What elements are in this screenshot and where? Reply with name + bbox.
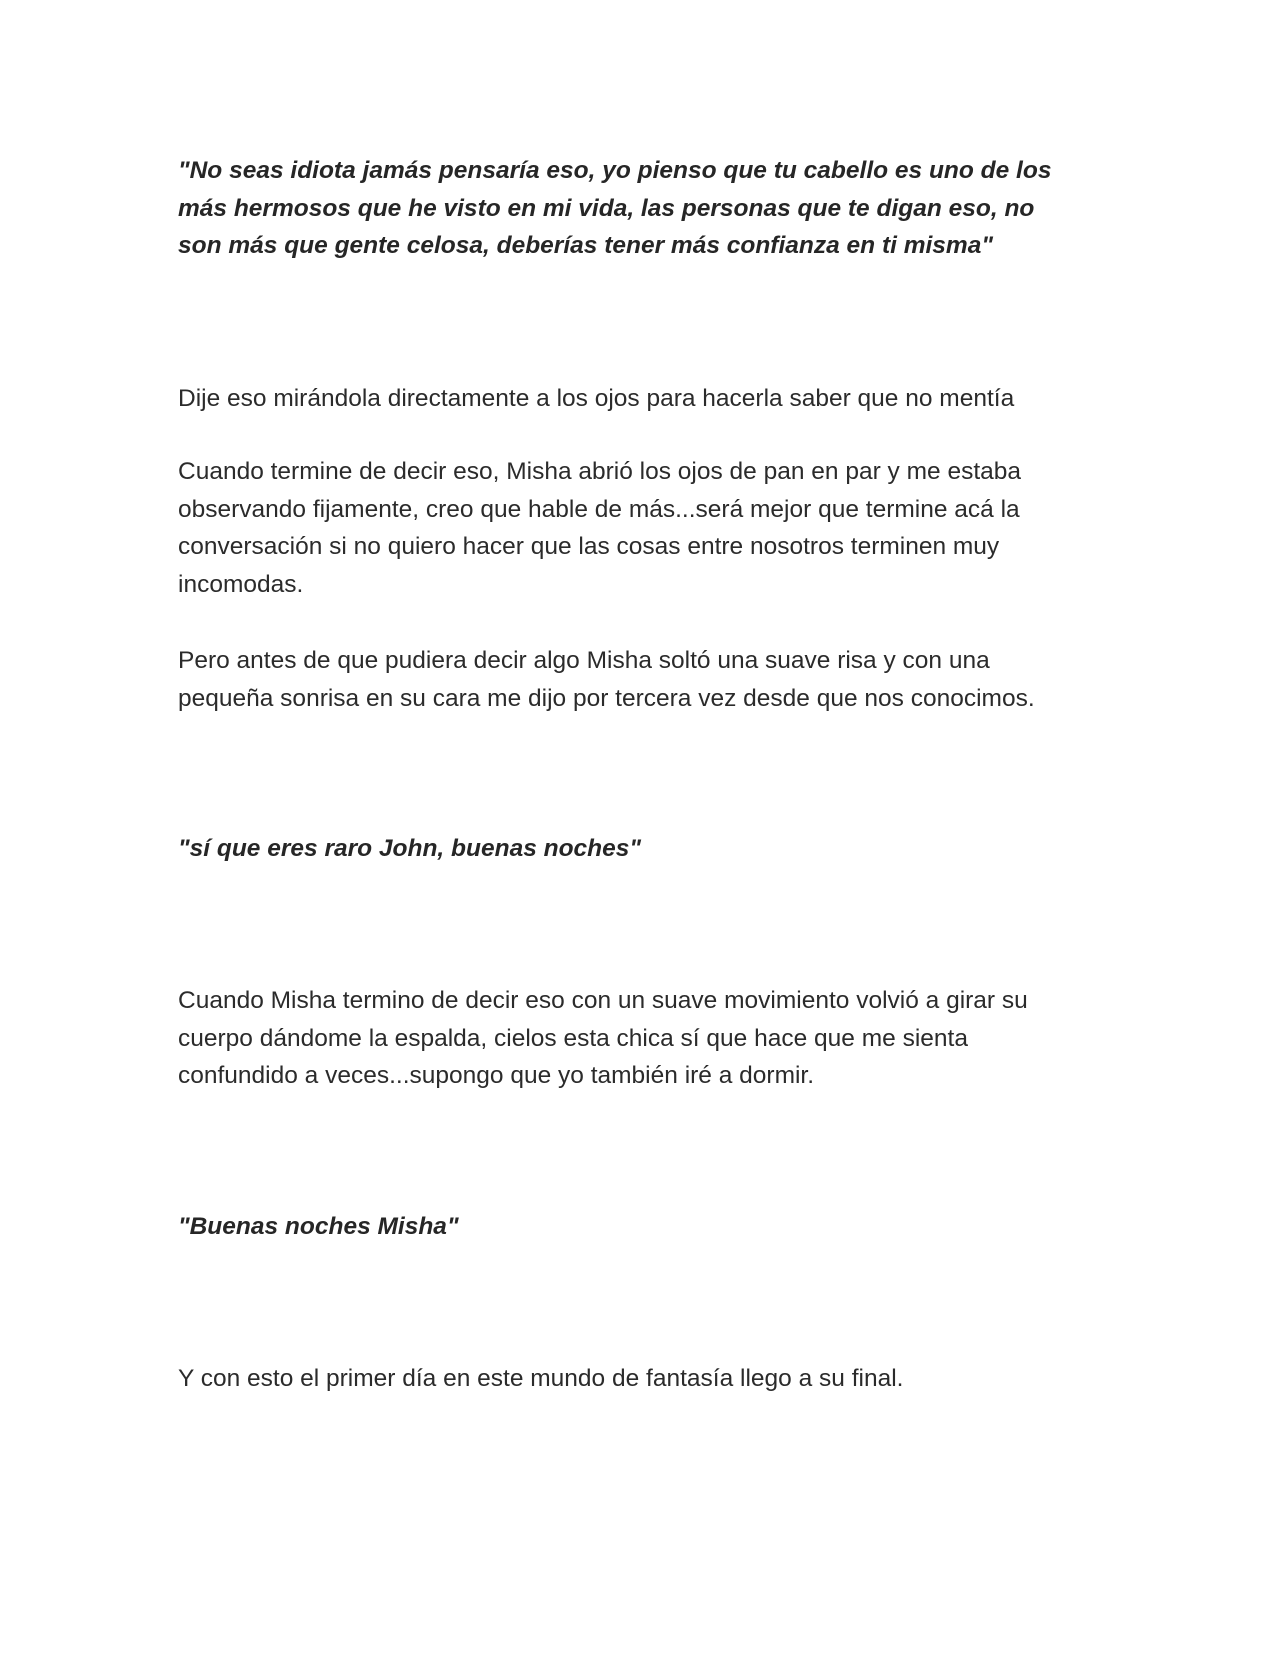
narration-paragraph: Pero antes de que pudiera decir algo Misha soltó una suave risa y con una pequeña sonrisa en su cara me dijo por tercera vez desde que nos conocimos. xyxy=(178,647,1035,712)
dialogue-paragraph: "No seas idiota jamás pensaría eso, yo pienso que tu cabello es uno de los más hermosos que he visto en mi vida, las personas que te digan eso, no son más que gente celosa, deberías tener más confianza en ti misma" xyxy=(178,157,1052,259)
narration-paragraph: Y con esto el primer día en este mundo de fantasía llego a su final. xyxy=(178,1365,904,1392)
dialogue-paragraph: "Buenas noches Misha" xyxy=(178,1213,459,1240)
narration-paragraph: Cuando Misha termino de decir eso con un suave movimiento volvió a girar su cuerpo dándome la espalda, cielos esta chica sí que hace que me sienta confundido a veces...supongo que yo también iré a dormir. xyxy=(178,987,1028,1089)
narration-paragraph: Dije eso mirándola directamente a los ojos para hacerla saber que no mentía xyxy=(178,385,1015,412)
narration-paragraph: Cuando termine de decir eso, Misha abrió los ojos de pan en par y me estaba observando fijamente, creo que hable de más...será mejor que termine acá la conversación si no quiero hacer que las cosas entre nosotros terminen muy incomodas. xyxy=(178,458,1022,598)
dialogue-paragraph: "sí que eres raro John, buenas noches" xyxy=(178,835,642,862)
